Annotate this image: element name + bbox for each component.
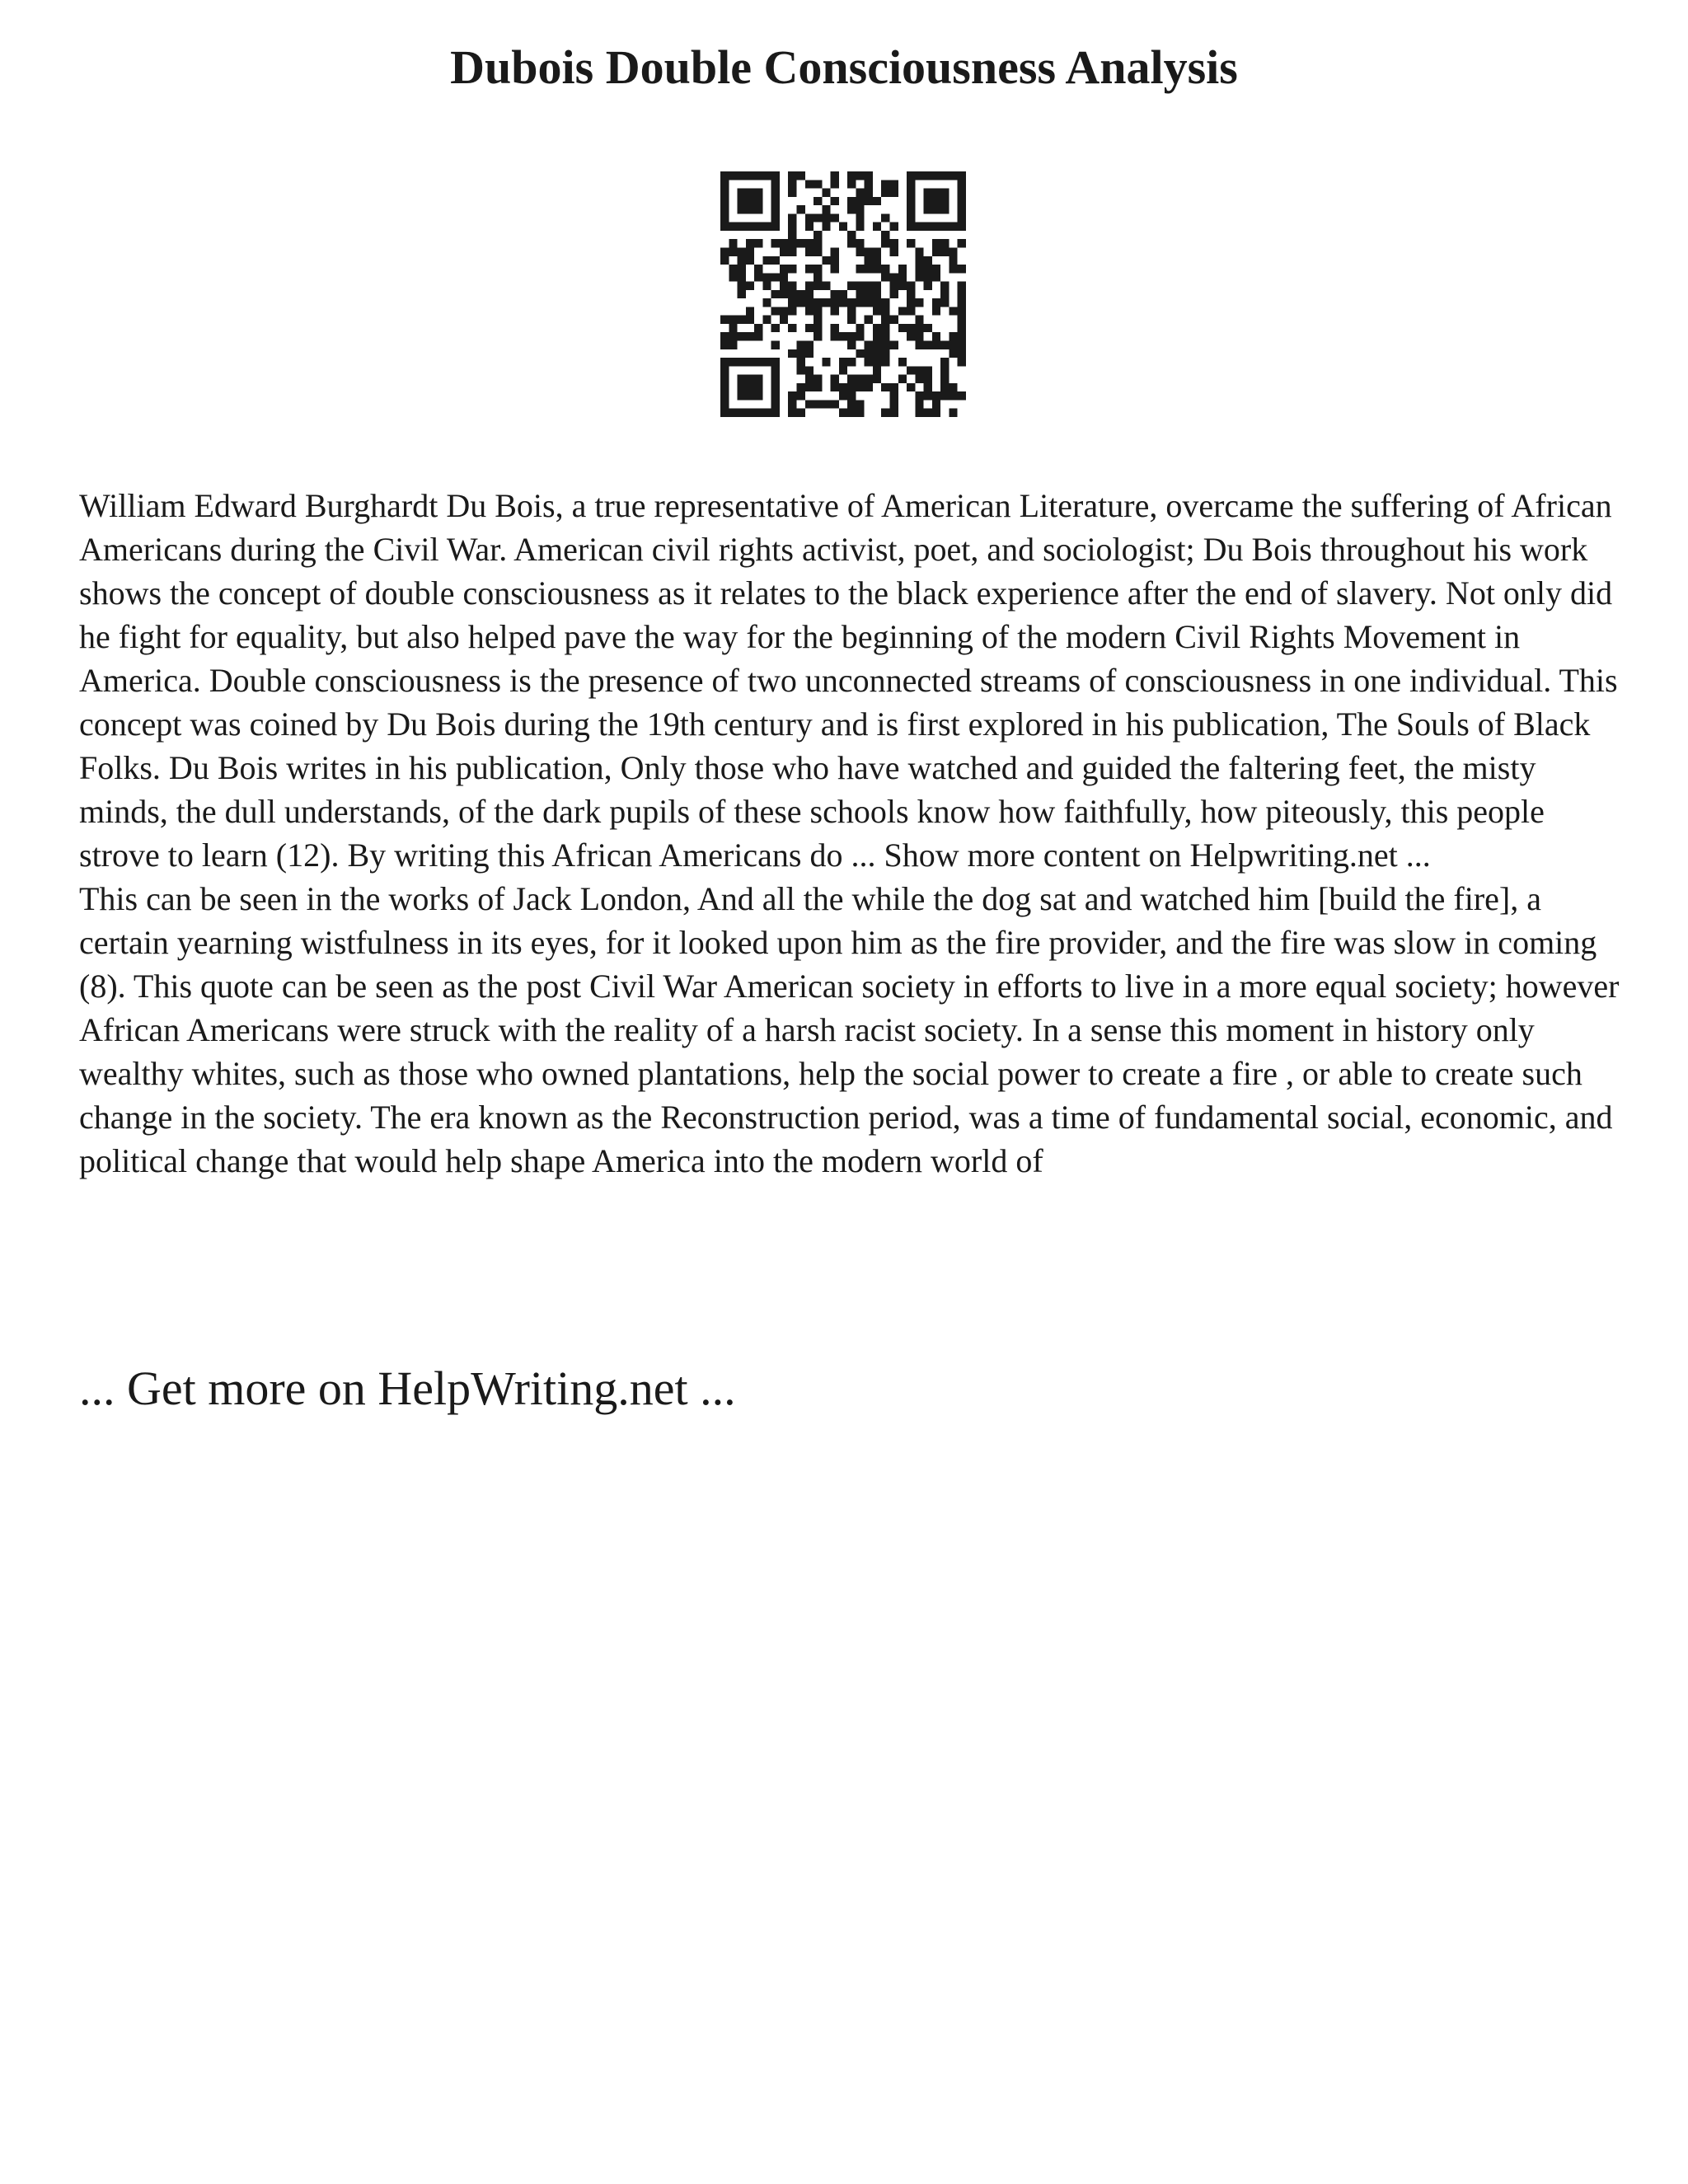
document-title: Dubois Double Consciousness Analysis bbox=[450, 40, 1238, 94]
get-more-link[interactable]: ... Get more on HelpWriting.net ... bbox=[79, 1361, 736, 1415]
qr-code-icon[interactable] bbox=[720, 171, 966, 417]
paragraph-2: This can be seen in the works of Jack London, And all the while the dog sat and watched him [build the fire], a certain yearning wistfulness in its eyes, for it looked upon him as the fire provider, and the fire was slow in coming (8). This quote can be seen as the post Civil War American society in efforts to live in a more equal society; however African Americans were struck with the reality of a harsh racist society. In a sense this moment in history only wealthy whites, such as those who owned plantations, help the social power to create a fire , or able to create such change in the society. The era known as the Reconstruction period, was a time of fundamental social, economic, and political change that would help shape America into the modern world of bbox=[79, 880, 1620, 1179]
paragraph-1: William Edward Burghardt Du Bois, a true representative of American Literature, overcame the suffering of African Americans during the Civil War. American civil rights activist, poet, and sociologist; Du Bois throughout his work shows the concept of double consciousness as it relates to the black experience after the end of slavery. Not only did he fight for equality, but also helped pave the way for the beginning of the modern Civil Rights Movement in America. Double consciousness is the presence of two unconnected streams of consciousness in one individual. This concept was coined by Du Bois during the 19th century and is first explored in his publication, The Souls of Black Folks. Du Bois writes in his publication, Only those who have watched and guided the faltering feet, the misty minds, the dull understands, of the dark pupils of these schools know how faithfully, how piteously, this people strove to learn (12). By writing this African Americans do ... Show more content on Helpwriting.net ... bbox=[79, 487, 1618, 874]
article-body bbox=[79, 484, 1629, 1183]
